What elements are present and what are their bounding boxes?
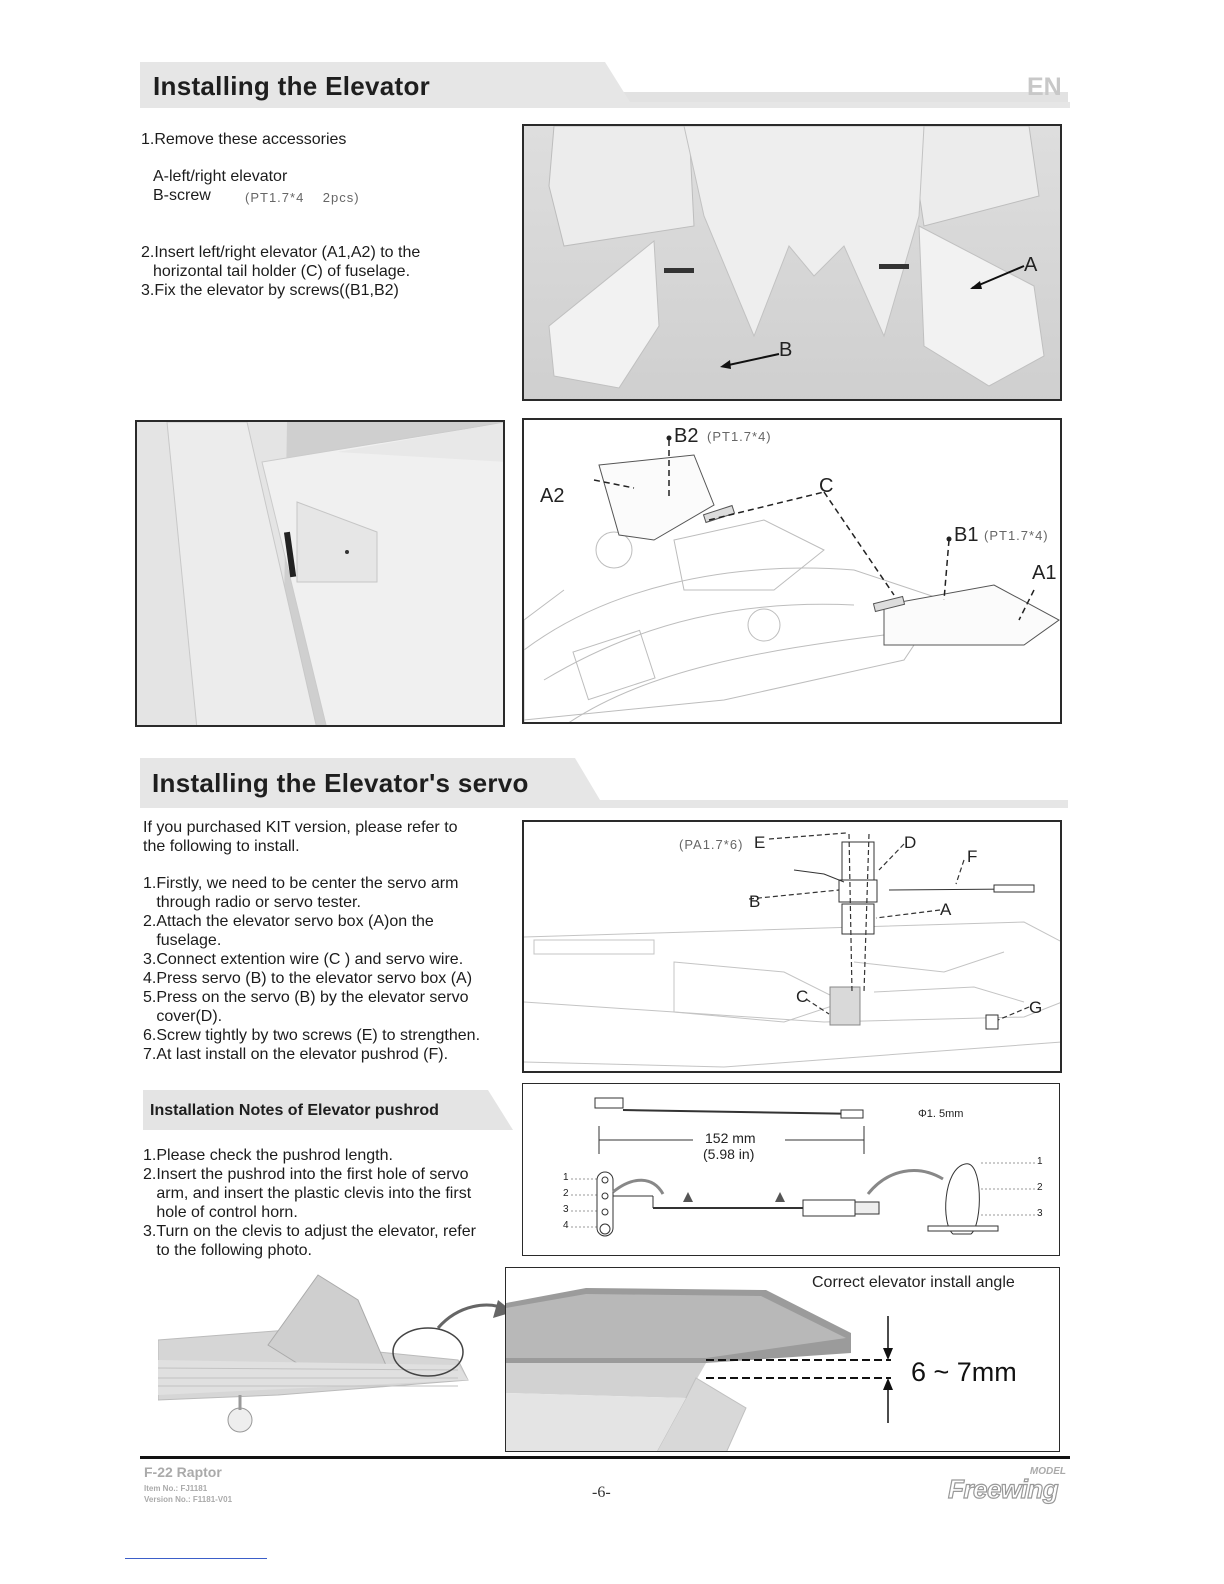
s2-step: cover(D). (143, 1008, 223, 1025)
elevator-assembly-diagram (522, 418, 1062, 724)
s2-step: 2.Attach the elevator servo box (A)on the (143, 913, 434, 930)
horn-hole-2: 2 (1037, 1182, 1043, 1193)
s1-acc-b: B-screw (153, 187, 211, 204)
servo-hole-4: 4 (563, 1220, 569, 1231)
tail-overview-illustration (158, 1270, 508, 1440)
servo-hole-1: 1 (563, 1172, 569, 1183)
accessories-photo (522, 124, 1062, 401)
pushrod-illustration (523, 1084, 1060, 1256)
servo-label-c: C (796, 987, 809, 1006)
pushrod-diameter: Φ1. 5mm (918, 1108, 964, 1120)
diag-label-b2: B2 (674, 425, 699, 447)
notes-step: 3.Turn on the clevis to adjust the elevator, refer (143, 1223, 476, 1240)
diag-label-a1: A1 (1032, 562, 1057, 584)
closeup-illustration (137, 422, 505, 727)
s2-step: 3.Connect extention wire (C ) and servo wire. (143, 951, 464, 968)
angle-caption: Correct elevator install angle (812, 1274, 1015, 1291)
section2-title: Installing the Elevator's servo (152, 768, 529, 798)
diag-label-a2: A2 (540, 485, 565, 507)
photo-label-a: A (1024, 254, 1038, 276)
notes-step: 2.Insert the pushrod into the first hole of servo (143, 1166, 469, 1183)
pushrod-length: 152 mm (705, 1130, 756, 1146)
s2-step: 1.Firstly, we need to be center the servo arm (143, 875, 459, 892)
photo-label-b: B (779, 339, 793, 361)
page-number: -6- (592, 1484, 611, 1501)
pushrod-length-in: (5.98 in) (703, 1146, 755, 1162)
s1-step2a: 2.Insert left/right elevator (A1,A2) to the (141, 244, 421, 261)
servo-label-a: A (940, 900, 952, 919)
servo-label-e: E (754, 833, 766, 852)
elevator-angle-photo (505, 1267, 1060, 1452)
notes-step: 1.Please check the pushrod length. (143, 1147, 393, 1164)
bottom-link-line (125, 1558, 267, 1559)
brand-logo (948, 1466, 1070, 1502)
notes-step: arm, and insert the plastic clevis into the first (143, 1185, 472, 1202)
servo-label-b: B (749, 892, 761, 911)
s1-acc-a: A-left/right elevator (153, 168, 288, 185)
pushrod-diagram (522, 1083, 1060, 1256)
elevator-closeup-photo (135, 420, 505, 727)
footer-version-no: Version No.: F1181-V01 (144, 1495, 233, 1504)
servo-install-diagram (522, 820, 1062, 1073)
diag-label-b1-spec: (PT1.7*4) (984, 528, 1049, 543)
s1-step1: 1.Remove these accessories (141, 131, 347, 148)
s1-acc-b-spec: (PT1.7*4 2pcs) (245, 190, 360, 205)
s1-step2b: horizontal tail holder (C) of fuselage. (153, 263, 411, 280)
s1-step3: 3.Fix the elevator by screws((B1,B2) (141, 282, 399, 299)
servo-label-g: G (1029, 998, 1043, 1017)
brand-name: Freewing (948, 1474, 1059, 1504)
diag-label-b2-spec: (PT1.7*4) (707, 429, 772, 444)
servo-hole-2: 2 (563, 1188, 569, 1199)
servo-illustration (524, 822, 1062, 1073)
servo-hole-3: 3 (563, 1204, 569, 1215)
servo-label-f: F (967, 847, 978, 866)
s2-intro2: the following to install. (143, 838, 300, 855)
notes-step: to the following photo. (143, 1242, 312, 1259)
diag-label-b1: B1 (954, 524, 979, 546)
notes-title: Installation Notes of Elevator pushrod (150, 1102, 439, 1119)
s2-step: fuselage. (143, 932, 222, 949)
s2-step: 5.Press on the servo (B) by the elevator servo (143, 989, 469, 1006)
footer-model: F-22 Raptor (144, 1464, 222, 1480)
horn-hole-1: 1 (1037, 1156, 1043, 1167)
diag-label-c: C (819, 475, 834, 497)
s2-intro1: If you purchased KIT version, please refer to (143, 819, 458, 836)
s2-step: 4.Press servo (B) to the elevator servo box (A) (143, 970, 473, 987)
s2-step: 7.At last install on the elevator pushrod (F). (143, 1046, 449, 1063)
angle-value: 6 ~ 7mm (911, 1357, 1017, 1387)
accessories-illustration (524, 126, 1062, 401)
footer-item-no: Item No.: FJ1181 (144, 1484, 208, 1493)
servo-label-d: D (904, 833, 917, 852)
notes-step: hole of control horn. (143, 1204, 298, 1221)
assembly-illustration (524, 420, 1062, 724)
brand-sub: MODEL (1029, 1466, 1066, 1477)
horn-hole-3: 3 (1037, 1208, 1043, 1219)
language-tag: EN (1027, 73, 1062, 101)
s2-step: 6.Screw tightly by two screws (E) to strengthen. (143, 1027, 481, 1044)
servo-label-spec: (PA1.7*6) (679, 837, 744, 852)
footer-divider (140, 1456, 1070, 1459)
s2-step: through radio or servo tester. (143, 894, 361, 911)
section1-title: Installing the Elevator (153, 71, 431, 101)
